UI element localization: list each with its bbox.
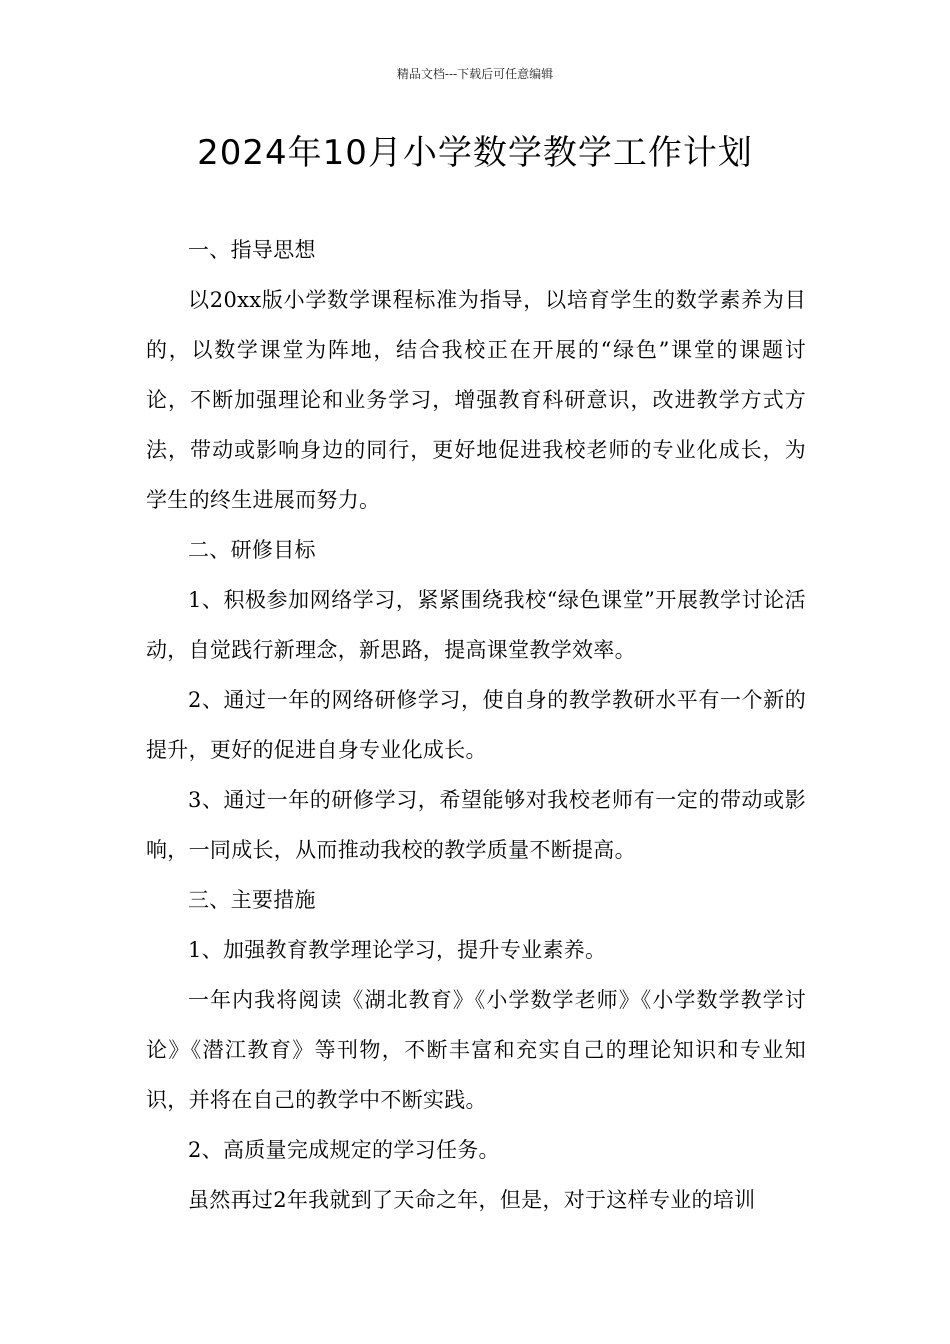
header-note: 精品文档---下载后可任意编辑 [396,67,554,81]
heading-study-goals: 二、研修目标 [188,538,316,562]
paragraph-measure-1-title: 1、加强教育教学理论学习，提升专业素养。 [188,938,607,962]
paragraph-measure-2-title: 2、高质量完成规定的学习任务。 [188,1138,500,1162]
heading-main-measures: 三、主要措施 [188,888,316,912]
paragraph-goal-2: 2、通过一年的网络研修学习，使自身的教学教研水平有一个新的提升，更好的促进自身专业化成长。 [146,688,806,762]
heading-guiding-ideology: 一、指导思想 [188,238,316,262]
paragraph-goal-1: 1、积极参加网络学习，紧紧围绕我校“绿色课堂”开展教学讨论活动，自觉践行新理念，新思路，提高课堂教学效率。 [146,588,806,662]
document-title: 2024年10月小学数学教学工作计划 [197,133,753,173]
paragraph-measure-1-body: 一年内我将阅读《湖北教育》《小学数学老师》《小学数学教学讨论》《潜江教育》等刊物，不断丰富和充实自己的理论知识和专业知识，并将在自己的教学中不断实践。 [146,988,806,1112]
paragraph-goal-3: 3、通过一年的研修学习，希望能够对我校老师有一定的带动或影响，一同成长，从而推动我校的教学质量不断提高。 [146,788,806,862]
document-body [146,225,806,1225]
paragraph-guiding-ideology: 以20xx版小学数学课程标准为指导，以培育学生的数学素养为目的，以数学课堂为阵地，结合我校正在开展的“绿色”课堂的课题讨论，不断加强理论和业务学习，增强教育科研意识，改进教学方式方法，带动或影响身边的同行，更好地促进我校老师的专业化成长，为学生的终生进展而努力。 [146,288,806,512]
paragraph-measure-2-body: 虽然再过2年我就到了天命之年，但是，对于这样专业的培训 [188,1188,756,1212]
